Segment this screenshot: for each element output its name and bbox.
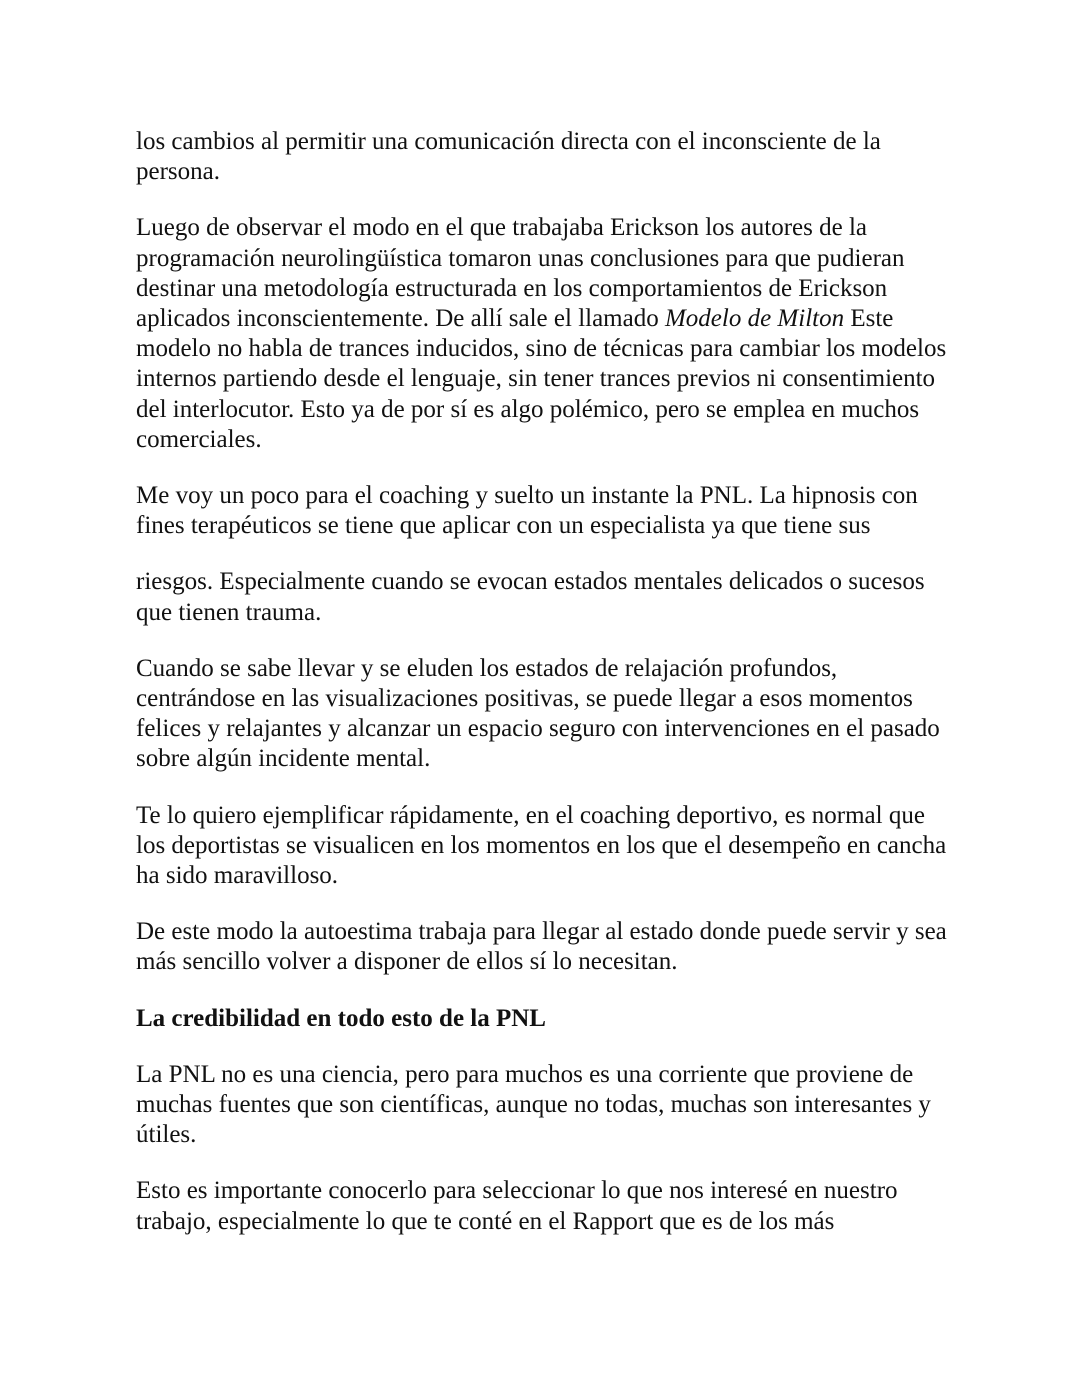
paragraph-1: los cambios al permitir una comunicación directa con el inconsciente de la persona.	[136, 128, 881, 186]
document-page	[136, 127, 951, 1263]
paragraph-2-text-start: Luego de observar el modo en el que trabajaba Erickson los autores de la programación neurolingüística tomaron unas conclusiones para que pudieran destinar una metodología estructurada en los comportamientos de Erickson aplicados inconscientemente. De allí sale el llamado	[136, 214, 905, 333]
paragraph-6: Te lo quiero ejemplificar rápidamente, en el coaching deportivo, es normal que los deportistas se visualicen en los momentos en los que el desempeño en cancha ha sido maravilloso.	[136, 801, 947, 890]
paragraph-8: La PNL no es una ciencia, pero para muchos es una corriente que proviene de muchas fuentes que son científicas, aunque no todas, muchas son interesantes y útiles.	[136, 1060, 931, 1149]
paragraph-7: De este modo la autoestima trabaja para llegar al estado donde puede servir y sea más sencillo volver a disponer de ellos sí lo necesitan.	[136, 918, 947, 976]
paragraph-5: Cuando se sabe llevar y se eluden los estados de relajación profundos, centrándose en las visualizaciones positivas, se puede llegar a esos momentos felices y relajantes y alcanzar un espacio seguro con intervenciones en el pasado sobre algún incidente mental.	[136, 654, 940, 773]
section-heading: La credibilidad en todo esto de la PNL	[136, 1004, 546, 1032]
paragraph-2-text-end: Este modelo no habla de trances inducidos, sino de técnicas para cambiar los modelos internos partiendo desde el lenguaje, sin tener trances previos ni consentimiento del interlocutor. Esto ya de por sí es algo polémico, pero se emplea en muchos comerciales.	[136, 305, 947, 453]
paragraph-2	[136, 213, 951, 455]
modelo-de-milton-italic: Modelo de Milton	[664, 305, 845, 333]
paragraph-4: riesgos. Especialmente cuando se evocan estados mentales delicados o sucesos que tienen trauma.	[136, 568, 925, 626]
paragraph-9: Esto es importante conocerlo para seleccionar lo que nos interesé en nuestro trabajo, especialmente lo que te conté en el Rapport que es de los más	[136, 1177, 898, 1235]
paragraph-3: Me voy un poco para el coaching y suelto un instante la PNL. La hipnosis con fines terapéuticos se tiene que aplicar con un especialista ya que tiene sus	[136, 482, 918, 540]
